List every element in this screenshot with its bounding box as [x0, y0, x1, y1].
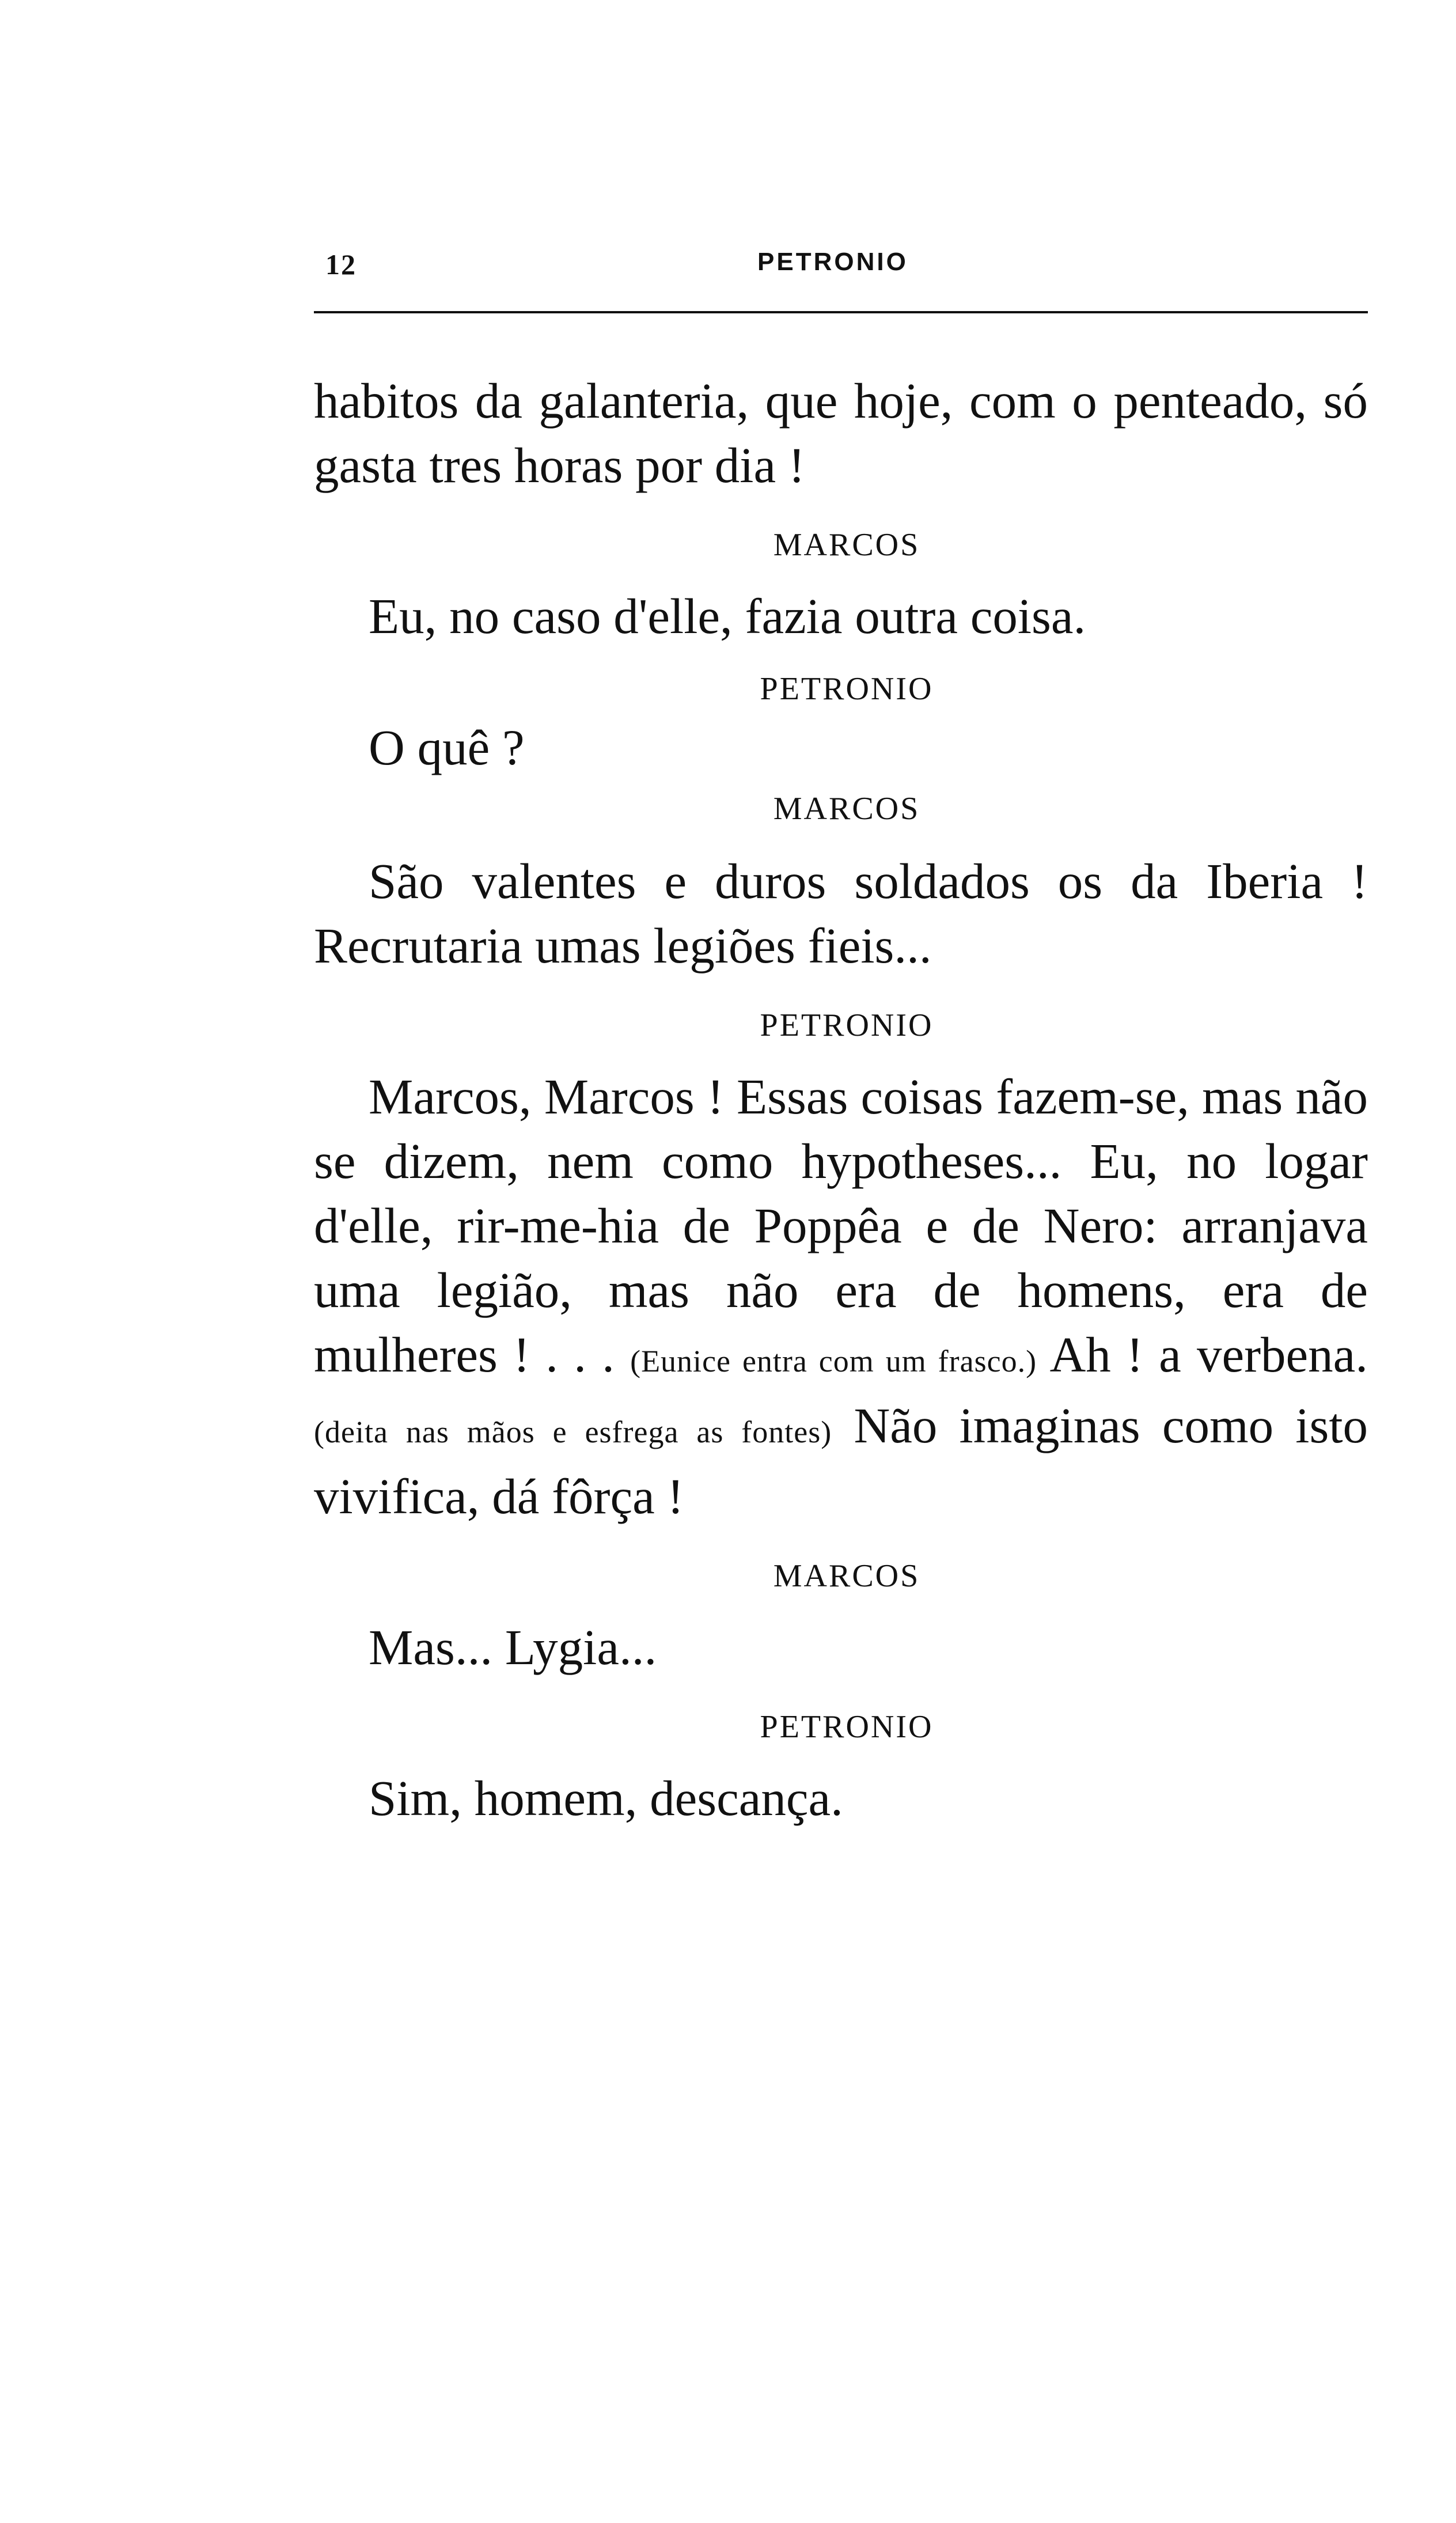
speaker-name: MARCOS — [773, 527, 920, 563]
header-rule — [314, 311, 1368, 313]
running-head: PETRONIO — [757, 248, 908, 276]
speech-line: Eu, no caso d'elle, fazia outra coisa. — [369, 588, 1086, 644]
speaker-name: MARCOS — [773, 1558, 920, 1594]
speech-text: Ah ! a verbena. — [1049, 1327, 1368, 1382]
stage-direction: (deita nas mãos e esfrega as fontes) — [314, 1415, 832, 1449]
opening-paragraph: habitos da galanteria, que hoje, com o penteado, só gasta tres horas por dia ! — [314, 373, 1368, 493]
speech-text: Marcos, Marcos ! Essas coisas fazem-se, mas não se dizem, nem como hypotheses... Eu, no logar d'elle, rir-me-hia de Poppêa e de Nero: arranjava uma legião, mas não era de homens, era de mulheres ! . . . — [314, 1069, 1368, 1382]
page-header — [314, 248, 1368, 294]
page-number: 12 — [325, 248, 357, 281]
speech-line: Sim, homem, descança. — [369, 1770, 843, 1826]
speech-paragraph — [314, 1064, 1368, 1529]
speaker-name: PETRONIO — [760, 1709, 934, 1745]
speech-line: Mas... Lygia... — [369, 1619, 657, 1675]
speaker-name: PETRONIO — [760, 671, 934, 707]
speech-line: São valentes e duros soldados os da Iberia ! Recrutaria umas legiões fieis... — [314, 853, 1368, 973]
stage-direction: (Eunice entra com um frasco.) — [630, 1344, 1037, 1378]
speaker-name: MARCOS — [773, 791, 920, 827]
speaker-name: PETRONIO — [760, 1007, 934, 1043]
speech-line: O quê ? — [369, 719, 525, 775]
page-body — [314, 369, 1368, 1831]
speech-text: Não imaginas como isto vivifica, dá fôrça ! — [314, 1397, 1368, 1524]
